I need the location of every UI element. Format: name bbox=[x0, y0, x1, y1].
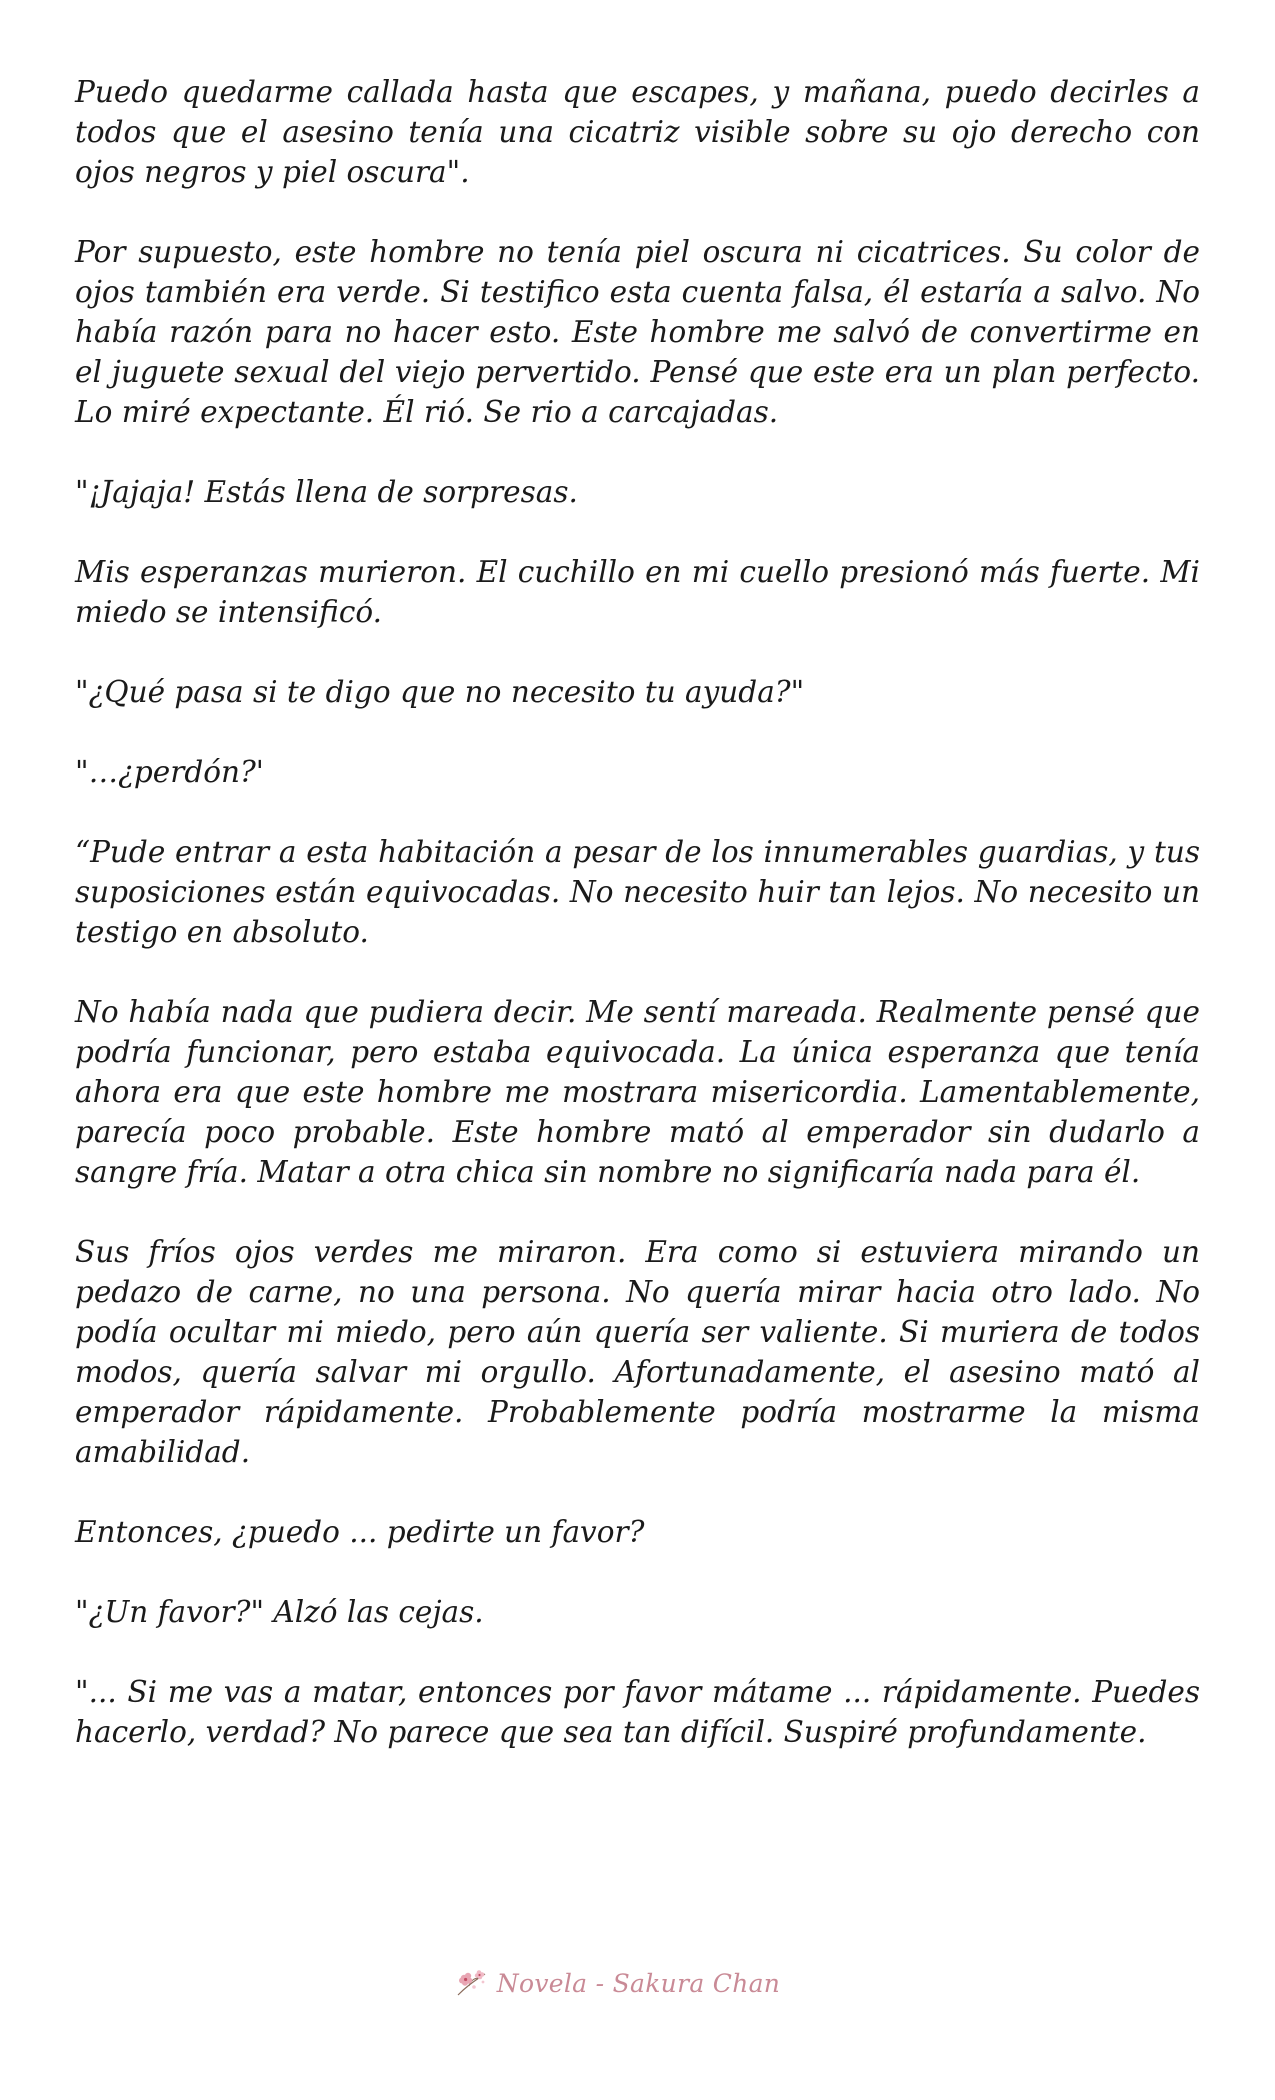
paragraph: Puedo quedarme callada hasta que escapes, y mañana, puedo decirles a todos que el asesino tenía una cicatriz visible sobre su ojo derecho con ojos negros y piel oscura". bbox=[75, 75, 1200, 189]
paragraph: “Pude entrar a esta habitación a pesar de los innumerables guardias, y tus suposiciones están equivocadas. No necesito huir tan lejos. No necesito un testigo en absoluto. bbox=[75, 835, 1200, 949]
paragraph: Mis esperanzas murieron. El cuchillo en mi cuello presionó más fuerte. Mi miedo se intensificó. bbox=[75, 555, 1200, 629]
footer-watermark bbox=[455, 1968, 780, 1998]
cherry-blossom-icon bbox=[455, 1968, 489, 1998]
footer-credit: Novela - Sakura Chan bbox=[496, 1968, 781, 1998]
page-footer bbox=[0, 1968, 1275, 1998]
paragraph: Sus fríos ojos verdes me miraron. Era como si estuviera mirando un pedazo de carne, no una persona. No quería mirar hacia otro lado. No podía ocultar mi miedo, pero aún quería ser valiente. Si muriera de todos modos, quería salvar mi orgullo. Afortunadamente, el asesino mató al emperador rápidamente. Probablemente podría mostrarme la misma amabilidad. bbox=[75, 1235, 1200, 1469]
paragraph: "¿Qué pasa si te digo que no necesito tu ayuda?" bbox=[75, 675, 805, 709]
document-body bbox=[75, 72, 1200, 1792]
paragraph: "¡Jajaja! Estás llena de sorpresas. bbox=[75, 475, 578, 509]
paragraph: "¿Un favor?" Alzó las cejas. bbox=[75, 1595, 484, 1629]
paragraph: Por supuesto, este hombre no tenía piel oscura ni cicatrices. Su color de ojos también era verde. Si testifico esta cuenta falsa, él estaría a salvo. No había razón para no hacer esto. Este hombre me salvó de convertirme en el juguete sexual del viejo pervertido. Pensé que este era un plan perfecto. Lo miré expectante. Él rió. Se rio a carcajadas. bbox=[75, 235, 1200, 429]
paragraph: "…¿perdón?' bbox=[75, 755, 264, 789]
paragraph: Entonces, ¿puedo ... pedirte un favor? bbox=[75, 1515, 645, 1549]
paragraph: "... Si me vas a matar, entonces por favor mátame ... rápidamente. Puedes hacerlo, verdad? No parece que sea tan difícil. Suspiré profundamente. bbox=[75, 1675, 1200, 1749]
paragraph: No había nada que pudiera decir. Me sentí mareada. Realmente pensé que podría funcionar, pero estaba equivocada. La única esperanza que tenía ahora era que este hombre me mostrara misericordia. Lamentablemente, parecía poco probable. Este hombre mató al emperador sin dudarlo a sangre fría. Matar a otra chica sin nombre no significaría nada para él. bbox=[75, 995, 1200, 1189]
